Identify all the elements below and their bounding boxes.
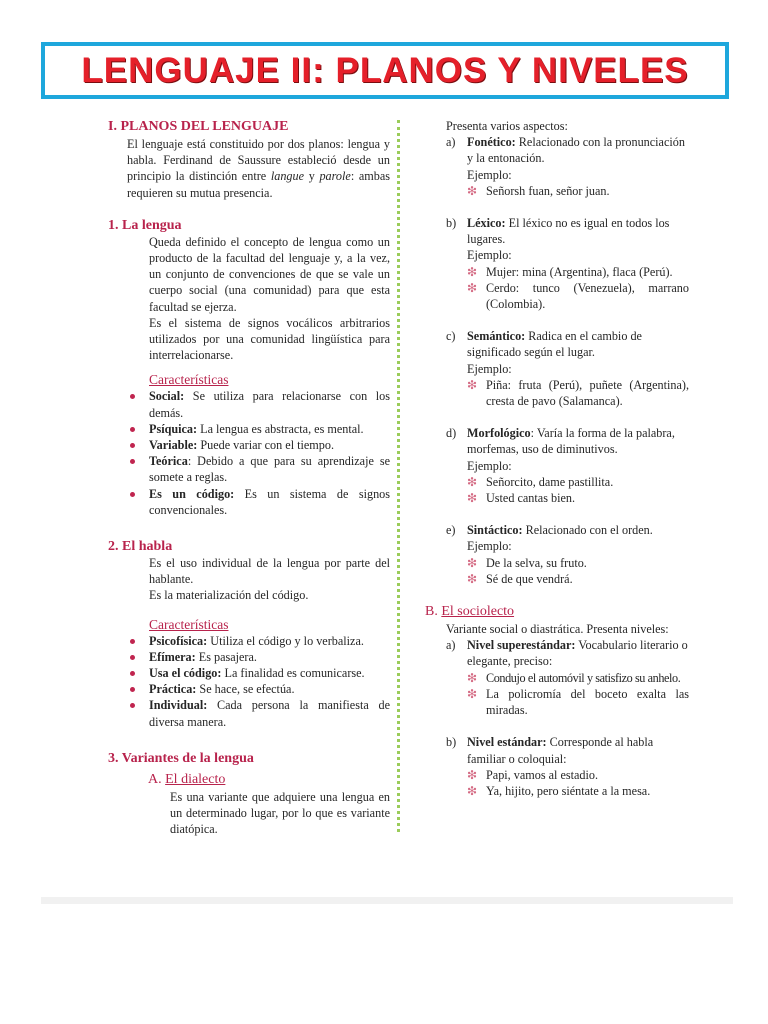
example-list [467, 264, 689, 313]
example-list [467, 670, 689, 719]
heading-caracteristicas-habla: Características [149, 616, 229, 632]
aspect-sintactico: e) Sintáctico: Relacionado con el orden. [446, 523, 653, 538]
example-label: Ejemplo: [467, 361, 512, 376]
list-item: ❇ Usted cantas bien. [467, 491, 576, 506]
asterisk-icon: ❇ [467, 377, 478, 392]
asterisk-icon: ❇ [467, 555, 478, 570]
bullet-icon [130, 492, 135, 497]
lengua-paragraph-1: Queda definido el concepto de lengua como un producto de la facultad del lenguaje y, a la vez, un conjunto de convenciones de que se vale un cuerpo social (una comunidad) para que esta facultad se ejerza. [149, 234, 390, 314]
example-list [467, 555, 689, 587]
page-title: LENGUAJE II: PLANOS Y NIVELES [81, 51, 689, 90]
planos-intro: El lenguaje está constituido por dos planos: lengua y habla. Ferdinand de Saussure estableció desde un principio la distinción entre langue y parole: ambas requieren su mutua presencia. [127, 137, 390, 200]
asterisk-icon: ❇ [467, 686, 478, 701]
example-label: Ejemplo: [467, 458, 512, 473]
heading-la-lengua: 1. La lengua [108, 217, 182, 233]
asterisk-icon: ❇ [467, 183, 478, 198]
aspect-fonetico: a) Fonético: Relacionado con la pronunciación y la entonación. [446, 135, 685, 166]
bullet-icon [130, 459, 135, 464]
heading-caracteristicas-lengua: Características [149, 372, 229, 388]
example-list [467, 183, 689, 199]
heading-sociolecto: B. El sociolecto [425, 604, 515, 620]
asterisk-icon: ❇ [467, 571, 478, 586]
asterisk-icon: ❇ [467, 783, 478, 798]
aspects-intro: Presenta varios aspectos: [446, 119, 568, 133]
example-list [467, 474, 689, 506]
lengua-paragraph-2: Es el sistema de signos vocálicos arbitrarios utilizados por una comunidad lingüística para interrelacionarse. [149, 315, 390, 363]
list-item: Es un código: Es un sistema de signos convencionales. [127, 486, 390, 518]
list-item: ❇ Condujo el automóvil y satisfizo su anhelo. [467, 670, 681, 685]
example-label: Ejemplo: [467, 167, 512, 182]
list-item: Social: Se utiliza para relacionarse con los demás. [127, 388, 390, 420]
example-list [467, 767, 689, 799]
list-item: ❇ Ya, hijito, pero siéntate a la mesa. [467, 783, 651, 798]
level-superestandar: a) Nivel superestándar: Vocabulario literario o elegante, preciso: [446, 638, 688, 669]
list-item: ❇ Papi, vamos al estadio. [467, 767, 599, 782]
example-list [467, 377, 689, 409]
level-estandar: b) Nivel estándar: Corresponde al habla familiar o coloquial: [446, 735, 654, 766]
column-divider [397, 120, 400, 832]
title-banner [41, 42, 729, 99]
example-label: Ejemplo: [467, 248, 512, 263]
list-item: ❇ La policromía del boceto exalta las miradas. [467, 686, 689, 718]
lengua-characteristics-list [127, 388, 390, 518]
aspect-morfologico: d) Morfológico: Varía la forma de la palabra, morfemas, uso de diminutivos. [446, 426, 675, 457]
bullet-icon [130, 443, 135, 448]
habla-characteristics-list [127, 633, 390, 730]
list-item: Teórica: Debido a que para su aprendizaje se somete a reglas. [127, 453, 390, 485]
list-item: ❇ Piña: fruta (Perú), puñete (Argentina), cresta de pavo (Salamanca). [467, 377, 689, 409]
bullet-icon [130, 639, 135, 644]
list-item: ❇ Sé de que vendrá. [467, 571, 573, 586]
aspect-lexico: b) Léxico: El léxico no es igual en todos los lugares. [446, 216, 670, 247]
example-label: Ejemplo: [467, 539, 512, 554]
habla-paragraph-2: Es la materialización del código. [149, 588, 309, 603]
asterisk-icon: ❇ [467, 264, 478, 279]
list-item: ❇ De la selva, su fruto. [467, 555, 587, 570]
list-item: Usa el código: La finalidad es comunicarse. [127, 665, 390, 681]
bullet-icon [130, 394, 135, 399]
asterisk-icon: ❇ [467, 491, 478, 506]
bullet-icon [130, 671, 135, 676]
list-item: Psicofísica: Utiliza el código y lo verbaliza. [127, 633, 390, 649]
left-column [108, 118, 390, 838]
asterisk-icon: ❇ [467, 474, 478, 489]
dialecto-paragraph: Es una variante que adquiere una lengua en un determinado lugar, por lo que es variante diatópica. [170, 789, 390, 837]
bullet-icon [130, 655, 135, 660]
asterisk-icon: ❇ [467, 280, 478, 295]
heading-el-habla: 2. El habla [108, 539, 173, 555]
sociolecto-intro: Variante social o diastrática. Presenta niveles: [446, 622, 669, 637]
bullet-icon [130, 687, 135, 692]
aspect-semantico: c) Semántico: Radica en el cambio de significado según el lugar. [446, 329, 642, 360]
asterisk-icon: ❇ [467, 767, 478, 782]
list-item: ❇ Mujer: mina (Argentina), flaca (Perú). [467, 264, 673, 279]
page-footer-band [41, 897, 733, 904]
bullet-icon [130, 427, 135, 432]
list-item: Individual: Cada persona la manifiesta de diversa manera. [127, 697, 390, 729]
section-heading-planos: I. PLANOS DEL LENGUAJE [108, 119, 289, 134]
habla-paragraph-1: Es el uso individual de la lengua por parte del hablante. [149, 556, 390, 587]
right-column [425, 118, 689, 799]
list-item: ❇ Cerdo: tunco (Venezuela), marrano (Colombia). [467, 280, 689, 312]
asterisk-icon: ❇ [467, 670, 478, 685]
list-item: Psíquica: La lengua es abstracta, es mental. [127, 421, 390, 437]
list-item: Práctica: Se hace, se efectúa. [127, 681, 390, 697]
list-item: Variable: Puede variar con el tiempo. [127, 437, 390, 453]
list-item: Efímera: Es pasajera. [127, 649, 390, 665]
list-item: ❇ Señorcito, dame pastillita. [467, 474, 614, 489]
heading-dialecto: A. El dialecto [148, 771, 226, 787]
list-item: ❇ Señorsh fuan, señor juan. [467, 183, 610, 198]
heading-variantes: 3. Variantes de la lengua [108, 750, 254, 766]
bullet-icon [130, 703, 135, 708]
